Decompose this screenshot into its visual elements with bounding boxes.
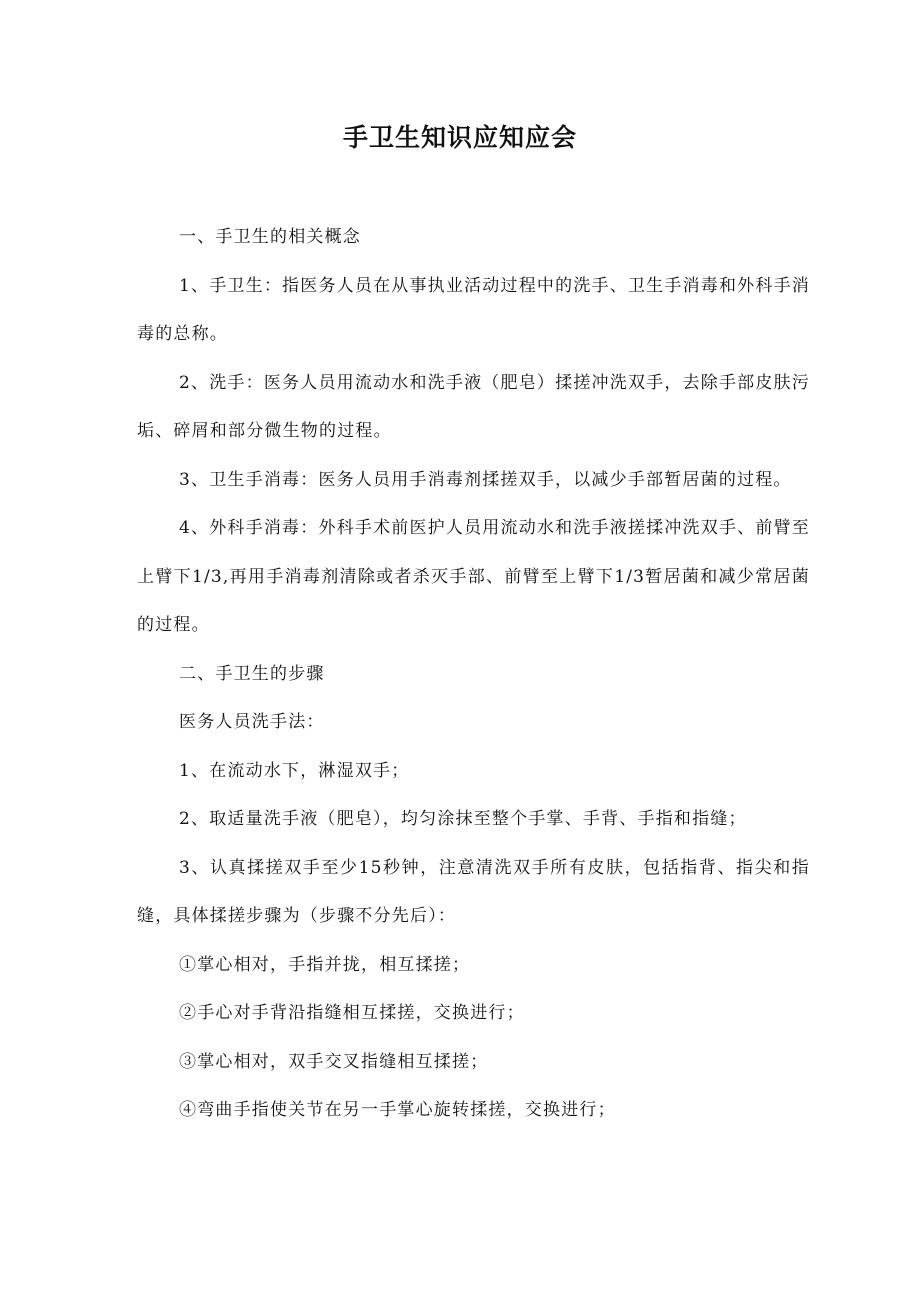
paragraph-surgical-hand-disinfection: 4、外科手消毒：外科手术前医护人员用流动水和洗手液搓揉冲洗双手、前臂至上臂下1/3,再用手消毒剂清除或者杀灭手部、前臂至上臂下1/3暂居菌和减少常居菌的过程。 bbox=[137, 518, 810, 635]
paragraph-staff-handwashing-method: 医务人员洗手法： bbox=[179, 712, 325, 732]
document-body bbox=[137, 213, 810, 1135]
substep-1-palm-to-palm: ①掌心相对，手指并拢，相互揉搓； bbox=[179, 954, 471, 975]
step-1-wet-hands: 1、在流动水下，淋湿双手； bbox=[179, 760, 410, 781]
document-title: 手卫生知识应知应会 bbox=[342, 123, 577, 152]
step-2-apply-soap: 2、取适量洗手液（肥皂），均匀涂抹至整个手掌、手背、手指和指缝； bbox=[179, 809, 747, 829]
substep-3-interlaced-fingers: ③掌心相对，双手交叉指缝相互揉搓； bbox=[179, 1051, 489, 1072]
section-heading-concepts: 一、手卫生的相关概念 bbox=[179, 227, 361, 247]
substep-2-palm-over-back: ②手心对手背沿指缝相互揉搓，交换进行； bbox=[179, 1003, 525, 1023]
paragraph-hygienic-hand-disinfection: 3、卫生手消毒：医务人员用手消毒剂揉搓双手，以减少手部暂居菌的过程。 bbox=[179, 469, 792, 490]
step-3-rub-hands: 3、认真揉搓双手至少15秒钟，注意清洗双手所有皮肤，包括指背、指尖和指缝，具体揉搓步骤为（步骤不分先后）： bbox=[137, 857, 810, 926]
paragraph-hand-hygiene-definition: 1、手卫生：指医务人员在从事执业活动过程中的洗手、卫生手消毒和外科手消毒的总称。 bbox=[137, 275, 810, 344]
section-heading-steps: 二、手卫生的步骤 bbox=[179, 663, 325, 684]
substep-4-knuckles-rotation: ④弯曲手指使关节在另一手掌心旋转揉搓，交换进行； bbox=[179, 1100, 616, 1120]
paragraph-handwashing-definition: 2、洗手：医务人员用流动水和洗手液（肥皂）揉搓冲洗双手，去除手部皮肤污垢、碎屑和部分微生物的过程。 bbox=[137, 372, 810, 441]
